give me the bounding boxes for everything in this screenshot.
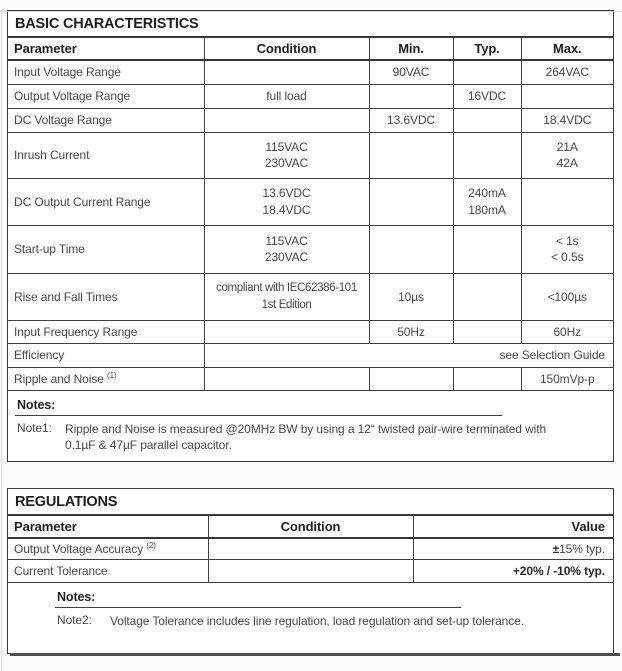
cell-typ (453, 132, 521, 178)
table-row-rise-and-fall-times (8, 273, 613, 320)
cell-max: 264VAC (521, 60, 613, 84)
cell-min: 10µs (369, 273, 453, 320)
param-label: Input Voltage Range (8, 60, 204, 84)
basic-section-title: BASIC CHARACTERISTICS (8, 11, 613, 38)
cell-max: 150mVp-p (521, 367, 613, 390)
cell-typ (453, 108, 521, 132)
cell-min: 50Hz (369, 320, 453, 343)
note-ref-1: (1) (107, 371, 117, 380)
table-row-ripple-and-noise (8, 367, 613, 390)
cell-min (369, 225, 453, 273)
notes-rule (55, 607, 461, 608)
param-label: Rise and Fall Times (8, 273, 204, 320)
cell-condition (204, 108, 369, 132)
cell-min: 90VAC (369, 60, 453, 84)
cell-typ (453, 225, 521, 273)
note-text: Ripple and Noise is measured @20MHz BW by using a 12“ twisted pair-wire terminated with 0.1µF & 47µF parallel capacitor. (65, 421, 547, 452)
cell-condition: 115VAC 230VAC (204, 225, 369, 273)
param-label: DC Voltage Range (8, 108, 204, 132)
cell-min: 13.6VDC (369, 108, 453, 132)
table-row-output-voltage-range (8, 84, 613, 108)
cell-max: 21A 42A (521, 132, 613, 178)
cell-merged-value: see Selection Guide (204, 343, 613, 367)
cell-typ (453, 367, 521, 390)
table-row-efficiency (8, 343, 613, 367)
note-tag: Note1: (17, 420, 52, 435)
cell-min (369, 178, 453, 225)
notes-rule (15, 415, 502, 416)
note-item-1 (17, 421, 613, 454)
page-crop-line-left (1, 10, 2, 671)
param-label: Input Frequency Range (8, 320, 204, 343)
basic-characteristics-table (8, 38, 613, 391)
cell-typ (453, 320, 521, 343)
cell-condition: 115VAC 230VAC (204, 132, 369, 178)
cell-condition (204, 60, 369, 84)
basic-notes-section (8, 391, 613, 461)
param-label: DC Output Current Range (8, 178, 204, 225)
cell-max: 18.4VDC (521, 108, 613, 132)
table-row-output-voltage-accuracy (8, 538, 613, 560)
cell-typ: 240mA 180mA (453, 178, 521, 225)
box-shadow-bar (10, 653, 620, 656)
cell-max (521, 84, 613, 108)
cell-min (369, 132, 453, 178)
regulations-notes-section (8, 583, 613, 653)
cell-max (521, 178, 613, 225)
cell-condition (204, 320, 369, 343)
table-row-inrush-current (8, 132, 613, 178)
cell-typ (453, 273, 521, 320)
table-row-dc-output-current-range (8, 178, 613, 225)
regulations-header-row (8, 516, 613, 538)
column-header-condition: Condition (208, 516, 413, 538)
table-row-start-up-time (8, 225, 613, 273)
cell-condition (204, 367, 369, 390)
table-row-dc-voltage-range (8, 108, 613, 132)
param-label: Output Voltage Accuracy $^{(2)}$ (8, 538, 208, 560)
cell-min (369, 84, 453, 108)
param-label: Start-up Time (8, 225, 204, 273)
param-label: Inrush Current (8, 132, 204, 178)
cell-max: < 1s < 0.5s (521, 225, 613, 273)
notes-heading: Notes: (17, 397, 56, 412)
cell-min (369, 367, 453, 390)
cell-condition: 13.6VDC 18.4VDC (204, 178, 369, 225)
param-label: Output Voltage Range (8, 84, 204, 108)
cell-condition: compliant with IEC62386-101 1st Edition (204, 273, 369, 320)
page-crop-line-top (0, 11, 622, 12)
regulations-section (7, 488, 614, 655)
basic-header-row (8, 38, 613, 60)
cell-max: 60Hz (521, 320, 613, 343)
cell-value: ±15% typ. (413, 538, 613, 560)
param-label: Ripple and Noise $^{(1)}$ (8, 367, 204, 390)
cell-typ (453, 60, 521, 84)
note-ref-2: (2) (146, 541, 156, 551)
column-header-typ: Typ. (453, 38, 521, 60)
regulations-table (8, 516, 613, 584)
param-label: Current Tolerance (8, 560, 208, 583)
note-tag: Note2: (57, 613, 92, 627)
cell-max: <100µs (521, 273, 613, 320)
column-header-parameter: Parameter (8, 516, 208, 538)
cell-value: +20% / -10% typ. (413, 560, 613, 583)
note-item-2 (57, 613, 613, 630)
cell-typ: 16VDC (453, 84, 521, 108)
column-header-value: Value (413, 516, 613, 538)
param-label: Efficiency (8, 343, 204, 367)
table-row-current-tolerance (8, 560, 613, 583)
cell-condition (208, 560, 413, 583)
cell-condition: full load (204, 84, 369, 108)
column-header-max: Max. (521, 38, 613, 60)
table-row-input-voltage-range (8, 60, 613, 84)
table-row-input-frequency-range (8, 320, 613, 343)
notes-heading: Notes: (57, 590, 96, 604)
cell-condition (208, 538, 413, 560)
basic-characteristics-section (7, 10, 614, 462)
column-header-condition: Condition (204, 38, 369, 60)
column-header-parameter: Parameter (8, 38, 204, 60)
column-header-min: Min. (369, 38, 453, 60)
note-text: Voltage Tolerance includes line regulation, load regulation and set-up tolerance. (110, 614, 524, 628)
regulations-section-title: REGULATIONS (8, 489, 613, 516)
